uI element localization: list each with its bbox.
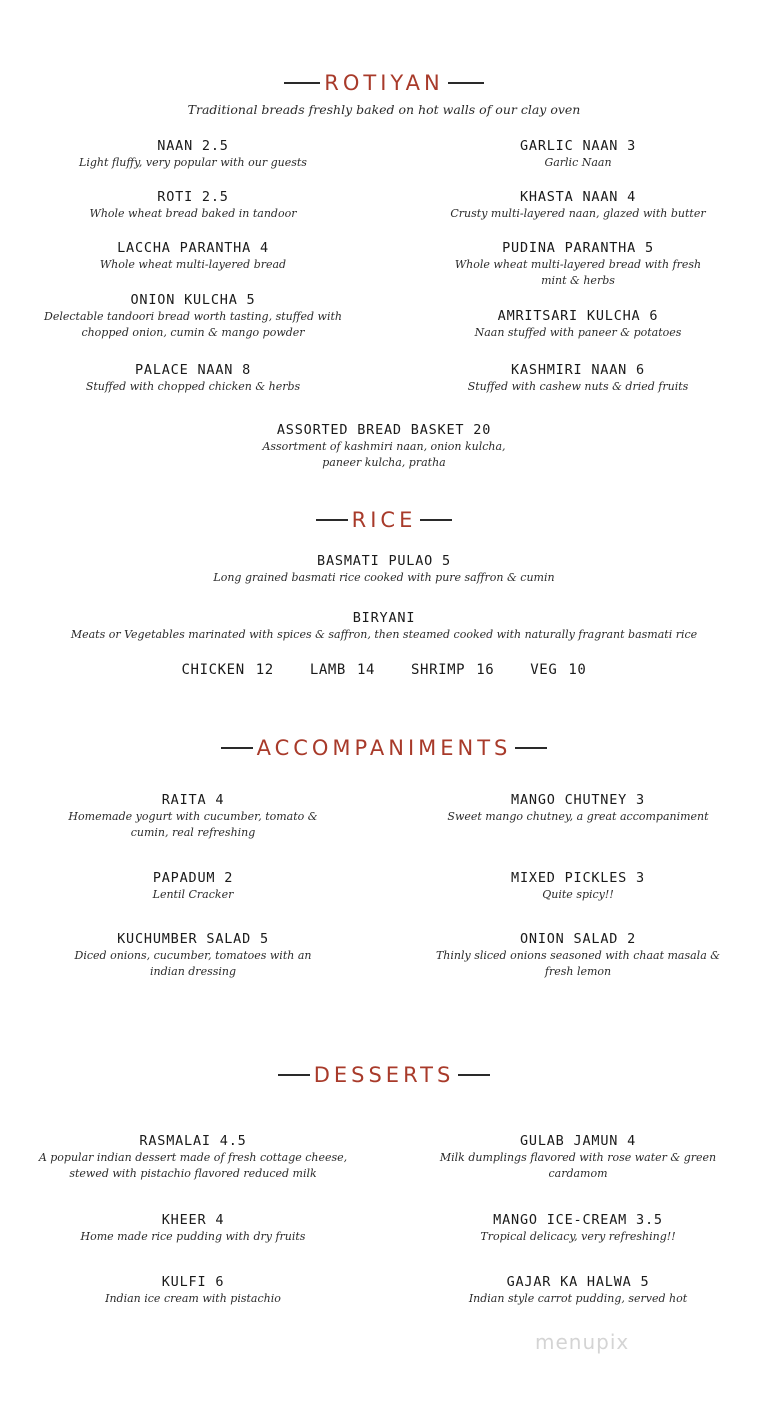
item-description: Diced onions, cucumber, tomatoes with an indian dressing [74, 949, 312, 978]
heading-rule-left [278, 1074, 310, 1076]
item-description: Lentil Cracker [152, 888, 234, 901]
item-description: Quite spicy!! [542, 888, 614, 901]
rice-heading [0, 508, 768, 532]
item-description: A popular indian dessert made of fresh cottage cheese, stewed with pistachio flavored reduced milk [38, 1151, 348, 1180]
item-name: ROTI 2.5 [157, 189, 229, 205]
menu-item [43, 869, 343, 903]
item-name: RASMALAI 4.5 [139, 1133, 247, 1149]
heading-rule-right [420, 519, 452, 521]
menu-item [43, 137, 343, 171]
item-name: GULAB JAMUN 4 [519, 1133, 637, 1149]
variant-shrimp: SHRIMP 16 [411, 662, 495, 678]
item-name: PALACE NAAN 8 [134, 362, 252, 378]
item-description: Tropical delicacy, very refreshing!! [480, 1230, 676, 1243]
item-name: GARLIC NAAN 3 [519, 138, 637, 154]
biryani-variants [0, 662, 768, 678]
item-name: KHEER 4 [161, 1212, 225, 1228]
watermark: menupix [535, 1330, 630, 1354]
item-description: Thinly sliced onions seasoned with chaat masala & fresh lemon [435, 949, 721, 978]
variant-veg: VEG 10 [530, 662, 587, 678]
heading-rule-right [448, 82, 484, 84]
menu-item [428, 930, 728, 980]
item-name: ONION SALAD 2 [519, 931, 637, 947]
item-name: AMRITSARI KULCHA 6 [497, 308, 659, 324]
menu-item [43, 930, 343, 980]
item-name: RAITA 4 [161, 792, 225, 808]
item-name: GAJAR KA HALWA 5 [506, 1274, 650, 1290]
item-name: ASSORTED BREAD BASKET 20 [276, 422, 492, 438]
item-name: MANGO ICE-CREAM 3.5 [493, 1212, 663, 1228]
menu-item [20, 609, 748, 643]
item-description: Milk dumplings flavored with rose water & green cardamom [439, 1151, 717, 1180]
menu-item [20, 552, 748, 586]
menu-item [43, 361, 343, 395]
item-name: PAPADUM 2 [152, 870, 234, 886]
menu-item [428, 1211, 728, 1245]
heading-rule-left [316, 519, 348, 521]
menu-item [254, 421, 514, 471]
heading-rule-left [221, 747, 253, 749]
menu-item [428, 307, 728, 341]
menu-item [428, 361, 728, 395]
menu-item [38, 1132, 348, 1182]
item-description: Crusty multi-layered naan, glazed with butter [450, 207, 706, 220]
rotiyan-subtitle: Traditional breads freshly baked on hot walls of our clay oven [187, 102, 581, 117]
menu-item [43, 239, 343, 273]
item-description: Whole wheat multi-layered bread with fresh mint & herbs [454, 258, 702, 287]
menu-item [43, 791, 343, 841]
item-name: LACCHA PARANTHA 4 [117, 240, 269, 256]
item-description: Stuffed with chopped chicken & herbs [85, 380, 301, 393]
item-name: KHASTA NAAN 4 [519, 189, 637, 205]
menu-item [428, 791, 728, 825]
item-description: Indian style carrot pudding, served hot [468, 1292, 688, 1305]
item-description: Sweet mango chutney, a great accompaniment [447, 810, 709, 823]
item-name: PUDINA PARANTHA 5 [502, 240, 654, 256]
item-description: Meats or Vegetables marinated with spices & saffron, then steamed cooked with naturally fragrant basmati rice [70, 628, 698, 641]
menu-item [43, 188, 343, 222]
item-name: NAAN 2.5 [157, 138, 229, 154]
menu-item [428, 137, 728, 171]
menu-item [43, 1211, 343, 1245]
item-description: Delectable tandoori bread worth tasting, stuffed with chopped onion, cumin & mango powder [44, 310, 342, 339]
rotiyan-title: ROTIYAN [324, 71, 444, 95]
item-description: Home made rice pudding with dry fruits [80, 1230, 306, 1243]
rotiyan-heading [0, 71, 768, 95]
accompaniments-heading [0, 736, 768, 760]
item-description: Indian ice cream with pistachio [105, 1292, 281, 1305]
item-description: Light fluffy, very popular with our guests [79, 156, 307, 169]
menu-item [428, 869, 728, 903]
item-name: MIXED PICKLES 3 [511, 870, 645, 886]
item-description: Whole wheat multi-layered bread [99, 258, 287, 271]
menu-item [428, 1273, 728, 1307]
menu-item [448, 239, 708, 289]
item-name: KUCHUMBER SALAD 5 [117, 931, 269, 947]
variant-lamb: LAMB 14 [309, 662, 376, 678]
desserts-heading [0, 1063, 768, 1087]
menu-item [43, 1273, 343, 1307]
item-description: Stuffed with cashew nuts & dried fruits [467, 380, 689, 393]
menu-item [43, 291, 343, 341]
item-name: BIRYANI [352, 610, 416, 626]
desserts-title: DESSERTS [313, 1063, 455, 1087]
item-name: KASHMIRI NAAN 6 [511, 362, 645, 378]
item-name: BASMATI PULAO 5 [317, 553, 451, 569]
item-description: Homemade yogurt with cucumber, tomato & cumin, real refreshing [68, 810, 318, 839]
item-description: Garlic Naan [544, 156, 612, 169]
item-description: Whole wheat bread baked in tandoor [89, 207, 297, 220]
item-description: Assortment of kashmiri naan, onion kulcha, paneer kulcha, pratha [262, 440, 506, 469]
rice-title: RICE [351, 508, 417, 532]
variant-chicken: CHICKEN 12 [181, 662, 274, 678]
item-name: MANGO CHUTNEY 3 [511, 792, 645, 808]
menu-item [428, 1132, 728, 1182]
heading-rule-right [458, 1074, 490, 1076]
item-name: ONION KULCHA 5 [130, 292, 256, 308]
item-name: KULFI 6 [161, 1274, 225, 1290]
accompaniments-title: ACCOMPANIMENTS [256, 736, 512, 760]
heading-rule-right [515, 747, 547, 749]
menu-item [428, 188, 728, 222]
item-description: Naan stuffed with paneer & potatoes [474, 326, 682, 339]
heading-rule-left [284, 82, 320, 84]
item-description: Long grained basmati rice cooked with pure saffron & cumin [213, 571, 555, 584]
